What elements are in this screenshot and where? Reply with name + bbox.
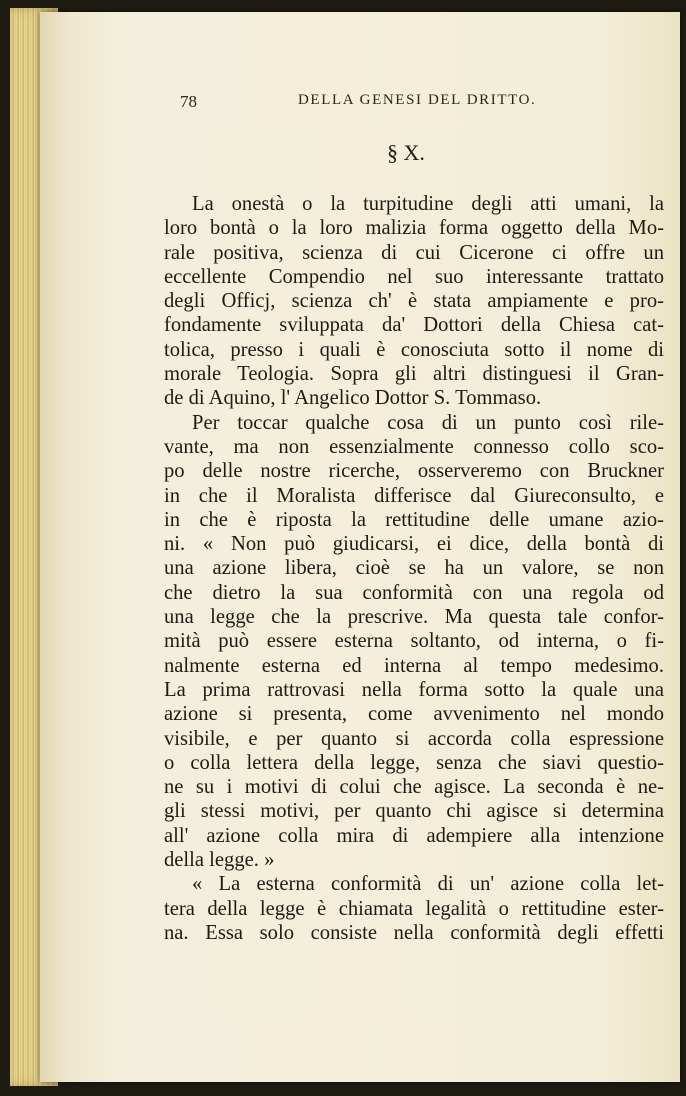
running-head: [40, 88, 680, 116]
text-line: in che il Moralista differisce dal Giureconsulto, e: [164, 484, 664, 507]
text-line: mità può essere esterna soltanto, od interna, o fi-: [164, 630, 664, 653]
text-line: eccellente Compendio nel suo interessante trattato: [164, 265, 664, 288]
text-line: visibile, e per quanto si accorda colla espressione: [164, 727, 664, 750]
book-page: [40, 12, 680, 1082]
text-line: La onestà o la turpitudine degli atti umani, la: [192, 193, 664, 215]
text-line: « La esterna conformità di un' azione colla let-: [192, 873, 664, 896]
text-line: all' azione colla mira di adempiere alla intenzione: [164, 824, 664, 847]
page-number: 78: [180, 92, 197, 111]
text-line: della legge. »: [164, 849, 275, 872]
text-line: azione si presenta, come avvenimento nel mondo: [164, 703, 664, 726]
text-line: una legge che la prescrive. Ma questa tale confor-: [164, 606, 664, 629]
body-text: [164, 192, 664, 945]
text-line: vante, ma non essenzialmente connesso collo sco-: [164, 435, 664, 458]
text-line: nalmente esterna ed interna al tempo medesimo.: [164, 654, 664, 677]
text-line: fondamente sviluppata da' Dottori della Chiesa cat-: [164, 314, 664, 337]
text-line: ni. « Non può giudicarsi, ei dice, della bontà di: [164, 533, 664, 556]
text-line: tera della legge è chiamata legalità o rettitudine ester-: [164, 897, 664, 920]
text-line: Per toccar qualche cosa di un punto così rile-: [192, 411, 664, 434]
text-line: loro bontà o la loro malizia forma oggetto della Mo-: [164, 217, 664, 240]
text-line: po delle nostre ricerche, osserveremo con Bruckner: [164, 460, 664, 483]
running-title: DELLA GENESI DEL DRITTO.: [298, 92, 537, 108]
text-line: de di Aquino, l' Angelico Dottor S. Tommaso.: [164, 387, 542, 410]
text-line: che dietro la sua conformità con una regola od: [164, 581, 664, 604]
text-line: una azione libera, cioè se ha un valore, se non: [164, 557, 664, 580]
text-line: ne su i motivi di colui che agisce. La seconda è ne-: [164, 776, 664, 799]
text-line: tolica, presso i quali è conosciuta sotto il nome di: [164, 338, 664, 361]
text-line: degli Officj, scienza ch' è stata ampiamente e pro-: [164, 290, 664, 313]
text-line: o colla lettera della legge, senza che siavi questio-: [164, 751, 664, 774]
text-line: in che è riposta la rettitudine delle umane azio-: [164, 508, 664, 531]
section-heading: § X.: [387, 140, 425, 165]
text-line: morale Teologia. Sopra gli altri distinguesi il Gran-: [164, 363, 664, 386]
text-line: na. Essa solo consiste nella conformità degli effetti: [164, 921, 664, 944]
text-line: gli stessi motivi, per quanto chi agisce si determina: [164, 800, 664, 823]
text-line: rale positiva, scienza di cui Cicerone ci offre un: [164, 241, 664, 264]
text-line: La prima rattrovasi nella forma sotto la quale una: [164, 678, 664, 701]
